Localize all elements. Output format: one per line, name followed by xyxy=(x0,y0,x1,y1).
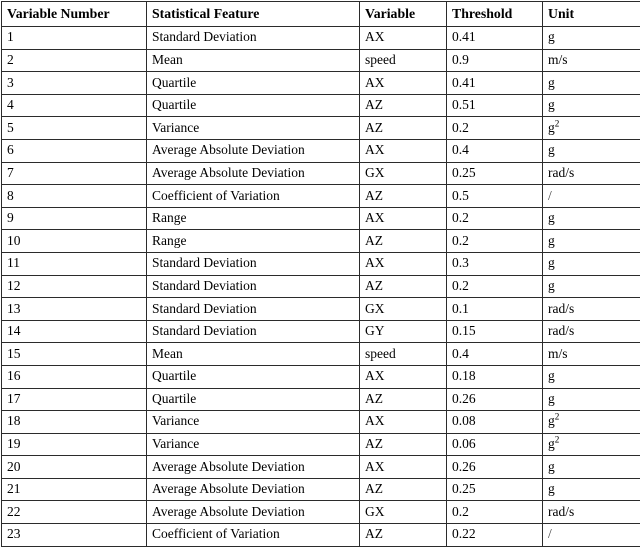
cell-variable: AX xyxy=(360,252,447,275)
cell-variable-number: 15 xyxy=(2,343,147,366)
table-row xyxy=(2,162,640,185)
cell-statistical-feature: Range xyxy=(147,230,360,253)
cell-variable: speed xyxy=(360,49,447,72)
cell-statistical-feature: Standard Deviation xyxy=(147,252,360,275)
column-header-variable-number: Variable Number xyxy=(2,2,147,27)
table-row xyxy=(2,524,640,547)
cell-variable: AZ xyxy=(360,388,447,411)
table-row xyxy=(2,411,640,434)
cell-unit xyxy=(543,230,640,253)
cell-unit xyxy=(543,343,640,366)
column-header-statistical-feature: Statistical Feature xyxy=(147,2,360,27)
cell-threshold: 0.2 xyxy=(447,501,543,524)
unit-base: m/s xyxy=(548,346,568,361)
cell-statistical-feature: Average Absolute Deviation xyxy=(147,456,360,479)
cell-statistical-feature: Variance xyxy=(147,117,360,140)
table-row xyxy=(2,230,640,253)
cell-threshold: 0.26 xyxy=(447,388,543,411)
cell-variable: AX xyxy=(360,456,447,479)
cell-variable: AX xyxy=(360,411,447,434)
cell-variable-number: 19 xyxy=(2,433,147,456)
cell-variable-number: 7 xyxy=(2,162,147,185)
cell-threshold: 0.2 xyxy=(447,230,543,253)
unit-exponent: 2 xyxy=(555,118,560,128)
unit-base: g xyxy=(548,278,555,293)
table-row xyxy=(2,207,640,230)
cell-variable: AZ xyxy=(360,185,447,208)
table-row xyxy=(2,252,640,275)
table-row xyxy=(2,343,640,366)
cell-variable-number: 18 xyxy=(2,411,147,434)
table-row xyxy=(2,49,640,72)
cell-statistical-feature: Mean xyxy=(147,49,360,72)
cell-variable: AZ xyxy=(360,524,447,547)
table-row xyxy=(2,139,640,162)
unit-base: g xyxy=(548,142,555,157)
unit-base: / xyxy=(548,526,552,541)
cell-statistical-feature: Standard Deviation xyxy=(147,320,360,343)
cell-variable: AX xyxy=(360,72,447,95)
cell-unit xyxy=(543,94,640,117)
unit-exponent: 2 xyxy=(555,435,560,445)
unit-base: g xyxy=(548,413,555,428)
unit-base: g xyxy=(548,255,555,270)
cell-statistical-feature: Quartile xyxy=(147,365,360,388)
cell-unit xyxy=(543,72,640,95)
cell-unit xyxy=(543,433,640,456)
cell-variable-number: 22 xyxy=(2,501,147,524)
unit-base: g xyxy=(548,210,555,225)
cell-variable-number: 3 xyxy=(2,72,147,95)
cell-statistical-feature: Variance xyxy=(147,411,360,434)
cell-variable-number: 6 xyxy=(2,139,147,162)
table-row xyxy=(2,456,640,479)
unit-base: rad/s xyxy=(548,165,574,180)
table-row xyxy=(2,94,640,117)
cell-unit xyxy=(543,252,640,275)
cell-statistical-feature: Variance xyxy=(147,433,360,456)
cell-statistical-feature: Standard Deviation xyxy=(147,275,360,298)
cell-threshold: 0.06 xyxy=(447,433,543,456)
cell-unit xyxy=(543,275,640,298)
cell-variable-number: 21 xyxy=(2,478,147,501)
cell-variable: GY xyxy=(360,320,447,343)
cell-unit xyxy=(543,478,640,501)
cell-statistical-feature: Average Absolute Deviation xyxy=(147,478,360,501)
unit-base: rad/s xyxy=(548,323,574,338)
table-row xyxy=(2,320,640,343)
cell-threshold: 0.4 xyxy=(447,343,543,366)
cell-unit xyxy=(543,524,640,547)
cell-variable-number: 5 xyxy=(2,117,147,140)
cell-threshold: 0.51 xyxy=(447,94,543,117)
unit-base: g xyxy=(548,481,555,496)
table-row xyxy=(2,72,640,95)
cell-unit xyxy=(543,456,640,479)
cell-threshold: 0.08 xyxy=(447,411,543,434)
cell-variable: AZ xyxy=(360,230,447,253)
unit-base: rad/s xyxy=(548,504,574,519)
cell-variable: AZ xyxy=(360,275,447,298)
cell-variable-number: 10 xyxy=(2,230,147,253)
cell-statistical-feature: Range xyxy=(147,207,360,230)
cell-statistical-feature: Mean xyxy=(147,343,360,366)
cell-variable: AZ xyxy=(360,94,447,117)
cell-variable-number: 11 xyxy=(2,252,147,275)
cell-variable-number: 14 xyxy=(2,320,147,343)
table-row xyxy=(2,117,640,140)
table-row xyxy=(2,433,640,456)
cell-variable: AZ xyxy=(360,117,447,140)
cell-statistical-feature: Coefficient of Variation xyxy=(147,185,360,208)
cell-variable-number: 9 xyxy=(2,207,147,230)
cell-statistical-feature: Quartile xyxy=(147,72,360,95)
cell-unit xyxy=(543,207,640,230)
cell-unit xyxy=(543,320,640,343)
cell-threshold: 0.4 xyxy=(447,139,543,162)
table-row xyxy=(2,275,640,298)
cell-unit xyxy=(543,49,640,72)
cell-unit xyxy=(543,501,640,524)
cell-threshold: 0.25 xyxy=(447,162,543,185)
table-row xyxy=(2,478,640,501)
cell-variable: AX xyxy=(360,365,447,388)
cell-variable: AX xyxy=(360,27,447,50)
table-row xyxy=(2,27,640,50)
cell-statistical-feature: Quartile xyxy=(147,388,360,411)
cell-variable-number: 1 xyxy=(2,27,147,50)
cell-variable-number: 16 xyxy=(2,365,147,388)
cell-statistical-feature: Average Absolute Deviation xyxy=(147,501,360,524)
unit-exponent: 2 xyxy=(555,412,560,422)
table-row xyxy=(2,388,640,411)
column-header-variable: Variable xyxy=(360,2,447,27)
cell-statistical-feature: Average Absolute Deviation xyxy=(147,162,360,185)
feature-threshold-table xyxy=(1,1,640,547)
unit-base: g xyxy=(548,29,555,44)
cell-variable: AX xyxy=(360,139,447,162)
cell-unit xyxy=(543,365,640,388)
cell-variable: GX xyxy=(360,501,447,524)
cell-variable-number: 2 xyxy=(2,49,147,72)
cell-unit xyxy=(543,298,640,321)
cell-variable: AX xyxy=(360,207,447,230)
cell-statistical-feature: Quartile xyxy=(147,94,360,117)
cell-variable-number: 12 xyxy=(2,275,147,298)
cell-variable-number: 13 xyxy=(2,298,147,321)
cell-variable-number: 4 xyxy=(2,94,147,117)
unit-base: / xyxy=(548,188,552,203)
unit-base: g xyxy=(548,436,555,451)
cell-threshold: 0.2 xyxy=(447,117,543,140)
cell-unit xyxy=(543,139,640,162)
cell-threshold: 0.2 xyxy=(447,275,543,298)
cell-variable-number: 23 xyxy=(2,524,147,547)
cell-threshold: 0.25 xyxy=(447,478,543,501)
unit-base: g xyxy=(548,368,555,383)
cell-statistical-feature: Standard Deviation xyxy=(147,298,360,321)
cell-threshold: 0.22 xyxy=(447,524,543,547)
cell-threshold: 0.2 xyxy=(447,207,543,230)
table-header xyxy=(2,2,640,27)
cell-threshold: 0.15 xyxy=(447,320,543,343)
cell-unit xyxy=(543,117,640,140)
cell-variable: GX xyxy=(360,162,447,185)
cell-statistical-feature: Coefficient of Variation xyxy=(147,524,360,547)
unit-base: g xyxy=(548,97,555,112)
cell-statistical-feature: Average Absolute Deviation xyxy=(147,139,360,162)
cell-variable: speed xyxy=(360,343,447,366)
column-header-threshold: Threshold xyxy=(447,2,543,27)
table-row xyxy=(2,185,640,208)
unit-base: g xyxy=(548,120,555,135)
table-row xyxy=(2,298,640,321)
table-header-row xyxy=(2,2,640,27)
cell-threshold: 0.5 xyxy=(447,185,543,208)
cell-statistical-feature: Standard Deviation xyxy=(147,27,360,50)
unit-base: g xyxy=(548,391,555,406)
cell-threshold: 0.41 xyxy=(447,72,543,95)
table-body xyxy=(2,27,640,547)
cell-unit xyxy=(543,27,640,50)
cell-threshold: 0.41 xyxy=(447,27,543,50)
table-row xyxy=(2,501,640,524)
cell-variable: GX xyxy=(360,298,447,321)
unit-base: g xyxy=(548,233,555,248)
cell-threshold: 0.3 xyxy=(447,252,543,275)
cell-threshold: 0.9 xyxy=(447,49,543,72)
column-header-unit: Unit xyxy=(543,2,640,27)
cell-variable-number: 17 xyxy=(2,388,147,411)
cell-variable: AZ xyxy=(360,433,447,456)
unit-base: g xyxy=(548,459,555,474)
unit-base: m/s xyxy=(548,52,568,67)
cell-unit xyxy=(543,388,640,411)
cell-variable-number: 20 xyxy=(2,456,147,479)
cell-threshold: 0.1 xyxy=(447,298,543,321)
table-row xyxy=(2,365,640,388)
unit-base: g xyxy=(548,75,555,90)
cell-threshold: 0.26 xyxy=(447,456,543,479)
unit-base: rad/s xyxy=(548,301,574,316)
cell-variable-number: 8 xyxy=(2,185,147,208)
cell-unit xyxy=(543,411,640,434)
cell-unit xyxy=(543,185,640,208)
cell-variable: AZ xyxy=(360,478,447,501)
cell-unit xyxy=(543,162,640,185)
cell-threshold: 0.18 xyxy=(447,365,543,388)
